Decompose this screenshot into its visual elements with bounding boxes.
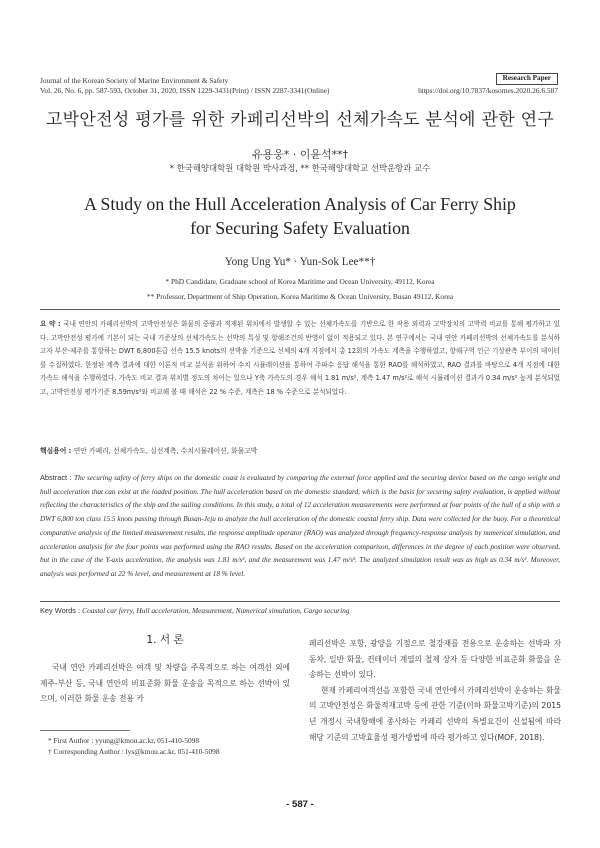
section-heading-introduction: 1. 서 론 [146,634,184,646]
abstract-korean-label: 요 약 : [40,320,64,328]
authors-korean: 유용웅* · 이윤석**† [251,148,349,161]
abstract-english-text: The securing safety of ferry ships on the domestic coast is evaluated by comparing the external force applied and the securing device based on the cargo weight and hull acceleration that can exist at the loaded position. The hull acceleration based on the domestic standard, which is the basis for securing safety evaluation, is applied without reflecting the characteristics of the ship and the sailing conditions. In this study, a total of 12 acceleration measurements were performed at four points of the hull of a ship with a DWT 6,800 ton class 15.5 knots passing through Busan-Jeju to analyze the hull acceleration of the domestic coastal ferry ship. Data were collected for the buoy. For a theoretical comparative analysis of the limited measurement results, the response amplitude operator (RAO) was analyzed through frequency-response analysis by numerical simulation, and acceleration analysis for the four points was performed using the RAO results. Based on the acceleration comparison, differences in the degree of each position were observed, but in the case of the Y-axis acceleration, the analysis was 1.81 m/s², and the measurement was 1.47 m/s². The analyzed simulation result was as high as 0.34 m/s². Moreover, analysis was performed at 22 % level, and measurement at 18 % level. [40,474,560,578]
divider-keywords [40,601,560,602]
title-english-line1: A Study on the Hull Acceleration Analysis of Car Ferry Ship [84,194,516,214]
title-english [0,192,600,240]
article-type-badge: Research Paper [496,73,558,85]
body-left-column: 국내 연안 카페리선박은 여객 및 차량을 주목적으로 하는 여객선 외에 제주-부산 등, 국내 연안의 비표준화 화물 운송을 목적으로 하는 선박이 있으며, 이러한 화물 운송 전용 카 [40,663,290,704]
keywords-korean-text: 연안 카페리, 선체가속도, 실선계측, 수치시뮬레이션, 화물고박 [73,447,258,455]
doi-link[interactable]: https://doi.org/10.7837/kosomes.2020.26.6.587 [418,86,558,95]
page-number: - 587 - [286,799,314,810]
affiliation-english-1: * PhD Candidate, Graduate school of Korea Maritime and Ocean University, 49112, Korea [165,277,435,286]
keywords-korean [40,445,560,455]
body-right-paragraph-2: 현재 카페리여객선을 포함한 국내 연안에서 카페리선박이 운송하는 화물의 고박안전성은 화물적재고박 등에 관한 기준(이하 화물고박기준)의 2015년 개정시 국내항해에 종사하는 카페리 선박의 특별요건이 신설됨에 따라 해당 기준의 고박효율성 평가방법에 따라 평가하고 있다(MOF, 2018). [309,685,561,742]
keywords-english [40,606,560,615]
authors-english: Yong Ung Yu* · Yun-Sok Lee**† [224,256,376,268]
footnote-corresponding-author: † Corresponding Author : lys@kmou.ac.kr, 051-410-5098 [48,747,220,756]
title-korean: 고박안전성 평가를 위한 카페리선박의 선체가속도 분석에 관한 연구 [45,110,555,130]
title-english-line2: for Securing Safety Evaluation [190,218,410,238]
abstract-korean-text: 국내 연안의 카페리선박의 고박안전성은 화물의 중량과 적재된 위치에서 발생할 수 있는 선체가속도를 기반으로 한 작용 외력과 고박장치의 고박력 비교를 통해 평가하고 있다. 고박안전성 평가에 기본이 되는 국내 기준상의 선체가속도는 선박의 특성 및 항해조건의 반영이 없이 적용되고 있다. 본 연구에서는 국내 연안 카페리선박의 선체가속도를 분석하고자 부산-제주를 통항하는 DWT 6,800톤급 선속 15.5 knots의 선박을 기준으로 선체의 4개 지점에서 총 12회의 가속도 계측을 수행하였고, 항해구역 인근 기상관측 부이의 데이터를 수집하였다. 한정된 계측 결과에 대한 이론적 비교 분석을 위하여 수치 시뮬레이션을 통하여 주파수 응답 해석을 통한 RAO를 해석하였고, RAO 결과를 바탕으로 4개 지점에 대한 가속도 해석을 수행하였다. 가속도 비교 결과 위치별 정도의 차이는 있으나 Y축 가속도의 경우 해석 1.81 m/s², 계측 1.47 m/s²로 해석 시뮬레이션 결과가 0.34 m/s² 높게 분석되었고, 고박안전성 평가기준 8.59m/s²와 비교해 볼 때 해석은 22 % 수준, 계측은 18 % 수준으로 분석되었다. [40,320,560,396]
journal-volume-info: Vol. 26, No. 6, pp. 587-593, October 31, 2020, ISSN 1229-3431(Print) / ISSN 2287-3341(Online) [40,86,330,95]
affiliation-english-2: ** Professor, Department of Ship Operation, Korea Maritime & Ocean University, Busan 49112, Korea [146,292,454,301]
abstract-english-label: Abstract : [40,473,74,482]
affiliation-korean: * 한국해양대학원 대학원 박사과정, ** 한국해양대학교 선박운항과 교수 [169,163,431,173]
abstract-english [40,471,560,582]
body-right-paragraph-1: 페리선박은 포항, 광양을 기점으로 철강재를 전용으로 운송하는 선박과 자동차, 일반 화물, 컨테이너 계열의 철제 상자 등 다양한 비표준화 화물을 운송하는 선박이 있다. [309,639,561,680]
body-right-column [309,636,561,745]
keywords-english-text: Coastal car ferry, Hull acceleration, Measurement, Numerical simulation, Cargo securing [82,606,350,615]
abstract-korean [40,318,560,400]
footnote-divider [40,730,130,731]
keywords-english-label: Key Words : [40,606,83,615]
divider-top [40,309,560,310]
keywords-korean-label: 핵심용어 : [40,447,74,455]
footnote-first-author: * First Author : yyung@kmou.ac.kr, 051-410-5098 [48,736,200,745]
journal-name: Journal of the Korean Society of Marine Environment & Safety [40,76,229,85]
